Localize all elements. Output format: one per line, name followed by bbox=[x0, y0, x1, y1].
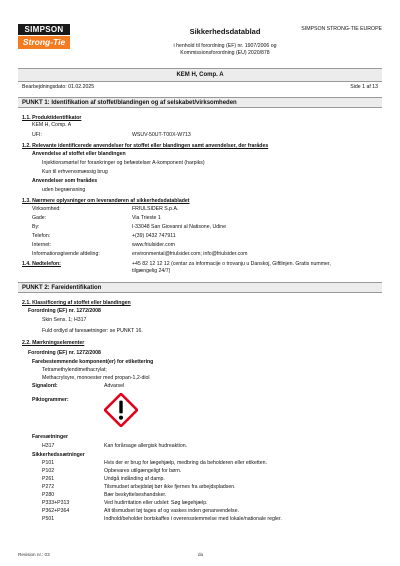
regulation-line-1: i henhold til forordning (EF) nr. 1907/2006 og bbox=[173, 43, 277, 49]
precaution-code: P101 bbox=[42, 460, 55, 466]
subsection-1-3-title: 1.3. Nærmere oplysninger om leverandøren af sikkerhedsdatabladet bbox=[22, 198, 190, 204]
hazard-component: Tetramethylendimethacrylat; bbox=[42, 367, 107, 373]
precaution-text: Hvis der er brug for lægehjælp, medbring da beholderen eller etiketten. bbox=[104, 460, 267, 466]
precaution-code: P272 bbox=[42, 484, 55, 490]
hazard-statements-heading: Faresætninger bbox=[32, 434, 69, 440]
precaution-code: P261 bbox=[42, 476, 55, 482]
precaution-code: P280 bbox=[42, 492, 55, 498]
signal-word-label: Signalord: bbox=[32, 383, 58, 389]
regulation-line-2: Kommissionsforordning (EU) 2020/878 bbox=[180, 49, 270, 56]
precautionary-statements-heading: Sikkerhedssætninger bbox=[32, 452, 85, 458]
precaution-code: P501 bbox=[42, 516, 55, 522]
supplier-label: Telefon: bbox=[32, 233, 51, 239]
page-number: Side 1 af 13 bbox=[350, 84, 378, 90]
regulation-reference bbox=[120, 43, 330, 56]
precaution-text: Ved hudirritation eller udslet: Søg lægehjælp. bbox=[104, 500, 208, 506]
subsection-2-1-title: 2.1. Klassificering af stoffet eller blandingen bbox=[22, 300, 131, 306]
classification-value: Skin Sens. 1; H317 bbox=[42, 317, 87, 323]
precaution-text: Bær beskyttelseshandsker. bbox=[104, 492, 167, 498]
full-text-note: Fuld ordlyd af faresætninger: se PUNKT 16. bbox=[42, 328, 143, 334]
supplier-value: +(39) 0432 747911 bbox=[132, 233, 176, 239]
logo-simpson-text: SIMPSON bbox=[18, 24, 70, 35]
subsection-1-2-title: 1.2. Relevante identificerede anvendelser for stoffet eller blandingen samt anvendelser, der frarådes bbox=[22, 143, 269, 149]
hazard-code: H317 bbox=[42, 443, 55, 449]
precaution-code: P102 bbox=[42, 468, 55, 474]
subsection-2-2-title: 2.2. Mærkningselementer bbox=[22, 340, 85, 346]
supplier-label: Internet: bbox=[32, 242, 52, 248]
subsection-1-1-title: 1.1. Produktidentifikator bbox=[22, 115, 82, 121]
hazard-component: Methacrylsyre, monoester med propan-1,2-diol bbox=[42, 375, 150, 381]
precaution-text: Undgå indånding af damp. bbox=[104, 476, 165, 482]
precaution-text: Tilsmudset arbejdstøj bør ikke fjernes fra arbejdspladsen. bbox=[104, 484, 236, 490]
language-code: da bbox=[198, 552, 204, 557]
precaution-text: Alt tilsmudset tøj tages af og vaskes inden genanvendelse. bbox=[104, 508, 239, 514]
product-name-bar: KEM H, Comp. A bbox=[18, 68, 382, 82]
regulation-clp-heading: Forordning (EF) nr. 1272/2008 bbox=[28, 350, 101, 356]
uses-advised-against-value: uden begrænsning bbox=[42, 187, 86, 193]
precaution-code: P333+P313 bbox=[42, 500, 70, 506]
use-heading: Anvendelse af stoffet eller blandingen bbox=[32, 151, 126, 157]
supplier-label: Gade: bbox=[32, 215, 47, 221]
company-name: SIMPSON STRONG-TIE EUROPE bbox=[301, 26, 382, 32]
emergency-line-1: +45 82 12 12 12 (centar za informacije o trovanju u Danskoj, Giftlinjen. Gratis nummer, bbox=[132, 261, 331, 267]
precaution-code: P362+P364 bbox=[42, 508, 70, 514]
uses-advised-against-heading: Anvendelser som frarådes bbox=[32, 178, 98, 184]
use-line-1: Injektionsmørtel for forankringer og befæstelser A-komponent (harpiks) bbox=[42, 160, 205, 166]
logo-strongtie-text: Strong-Tie bbox=[18, 36, 70, 49]
ufi-label: UFI: bbox=[32, 132, 42, 138]
supplier-email-link[interactable]: environmental@friulsider.com; info@friulsider.com bbox=[132, 251, 248, 257]
hazard-text: Kan forårsage allergisk hudreaktion. bbox=[104, 443, 188, 449]
precaution-text: Indhold/beholder bortskaffes i overensstemmelse med lokale/nationale regler. bbox=[104, 516, 282, 522]
section-2-heading: PUNKT 2: Fareidentifikation bbox=[18, 282, 382, 293]
section-1-heading: PUNKT 1: Identifikation af stoffet/blandingen og af selskabet/virksomheden bbox=[18, 97, 382, 108]
emergency-line-2: tilgængelig 24/7) bbox=[132, 268, 171, 274]
regulation-clp-heading: Forordning (EF) nr. 1272/2008 bbox=[28, 308, 101, 314]
revision-date: Bearbejdningsdato: 01.02.2025 bbox=[22, 84, 95, 90]
signal-word-value: Advarsel bbox=[104, 383, 125, 389]
use-line-2: Kun til erhvervsmæssig brug bbox=[42, 169, 108, 175]
document-title: Sikkerhedsdatablad bbox=[189, 27, 261, 36]
pictograms-label: Piktogrammer: bbox=[32, 397, 69, 403]
supplier-label: By: bbox=[32, 224, 40, 230]
product-identifier: KEM H, Comp. A bbox=[32, 122, 72, 128]
precaution-text: Opbevares utilgængeligt for børn. bbox=[104, 468, 182, 474]
revision-number: Revision nr.: 03 bbox=[18, 552, 50, 557]
supplier-value: I-33048 San Giovanni al Natisone, Udine bbox=[132, 224, 227, 230]
supplier-value: FRIULSIDER S.p.A. bbox=[132, 206, 179, 212]
supplier-label: Virksomhed: bbox=[32, 206, 61, 212]
ufi-value: WSUV-50UT-T00X-W713 bbox=[132, 132, 191, 138]
supplier-value: Via Trieste 1 bbox=[132, 215, 161, 221]
supplier-label: Informationsgivende afdeling: bbox=[32, 251, 100, 257]
subsection-1-4-title: 1.4. Nødtelefon: bbox=[22, 261, 61, 267]
simpson-strongtie-logo bbox=[18, 24, 70, 49]
document-meta bbox=[22, 84, 378, 92]
hazard-components-heading: Farebestemmende komponent(er) for etikettering bbox=[32, 359, 154, 365]
ghs07-exclamation-mark-icon bbox=[104, 393, 138, 427]
supplier-website-link[interactable]: www.friulsider.com bbox=[132, 242, 175, 248]
